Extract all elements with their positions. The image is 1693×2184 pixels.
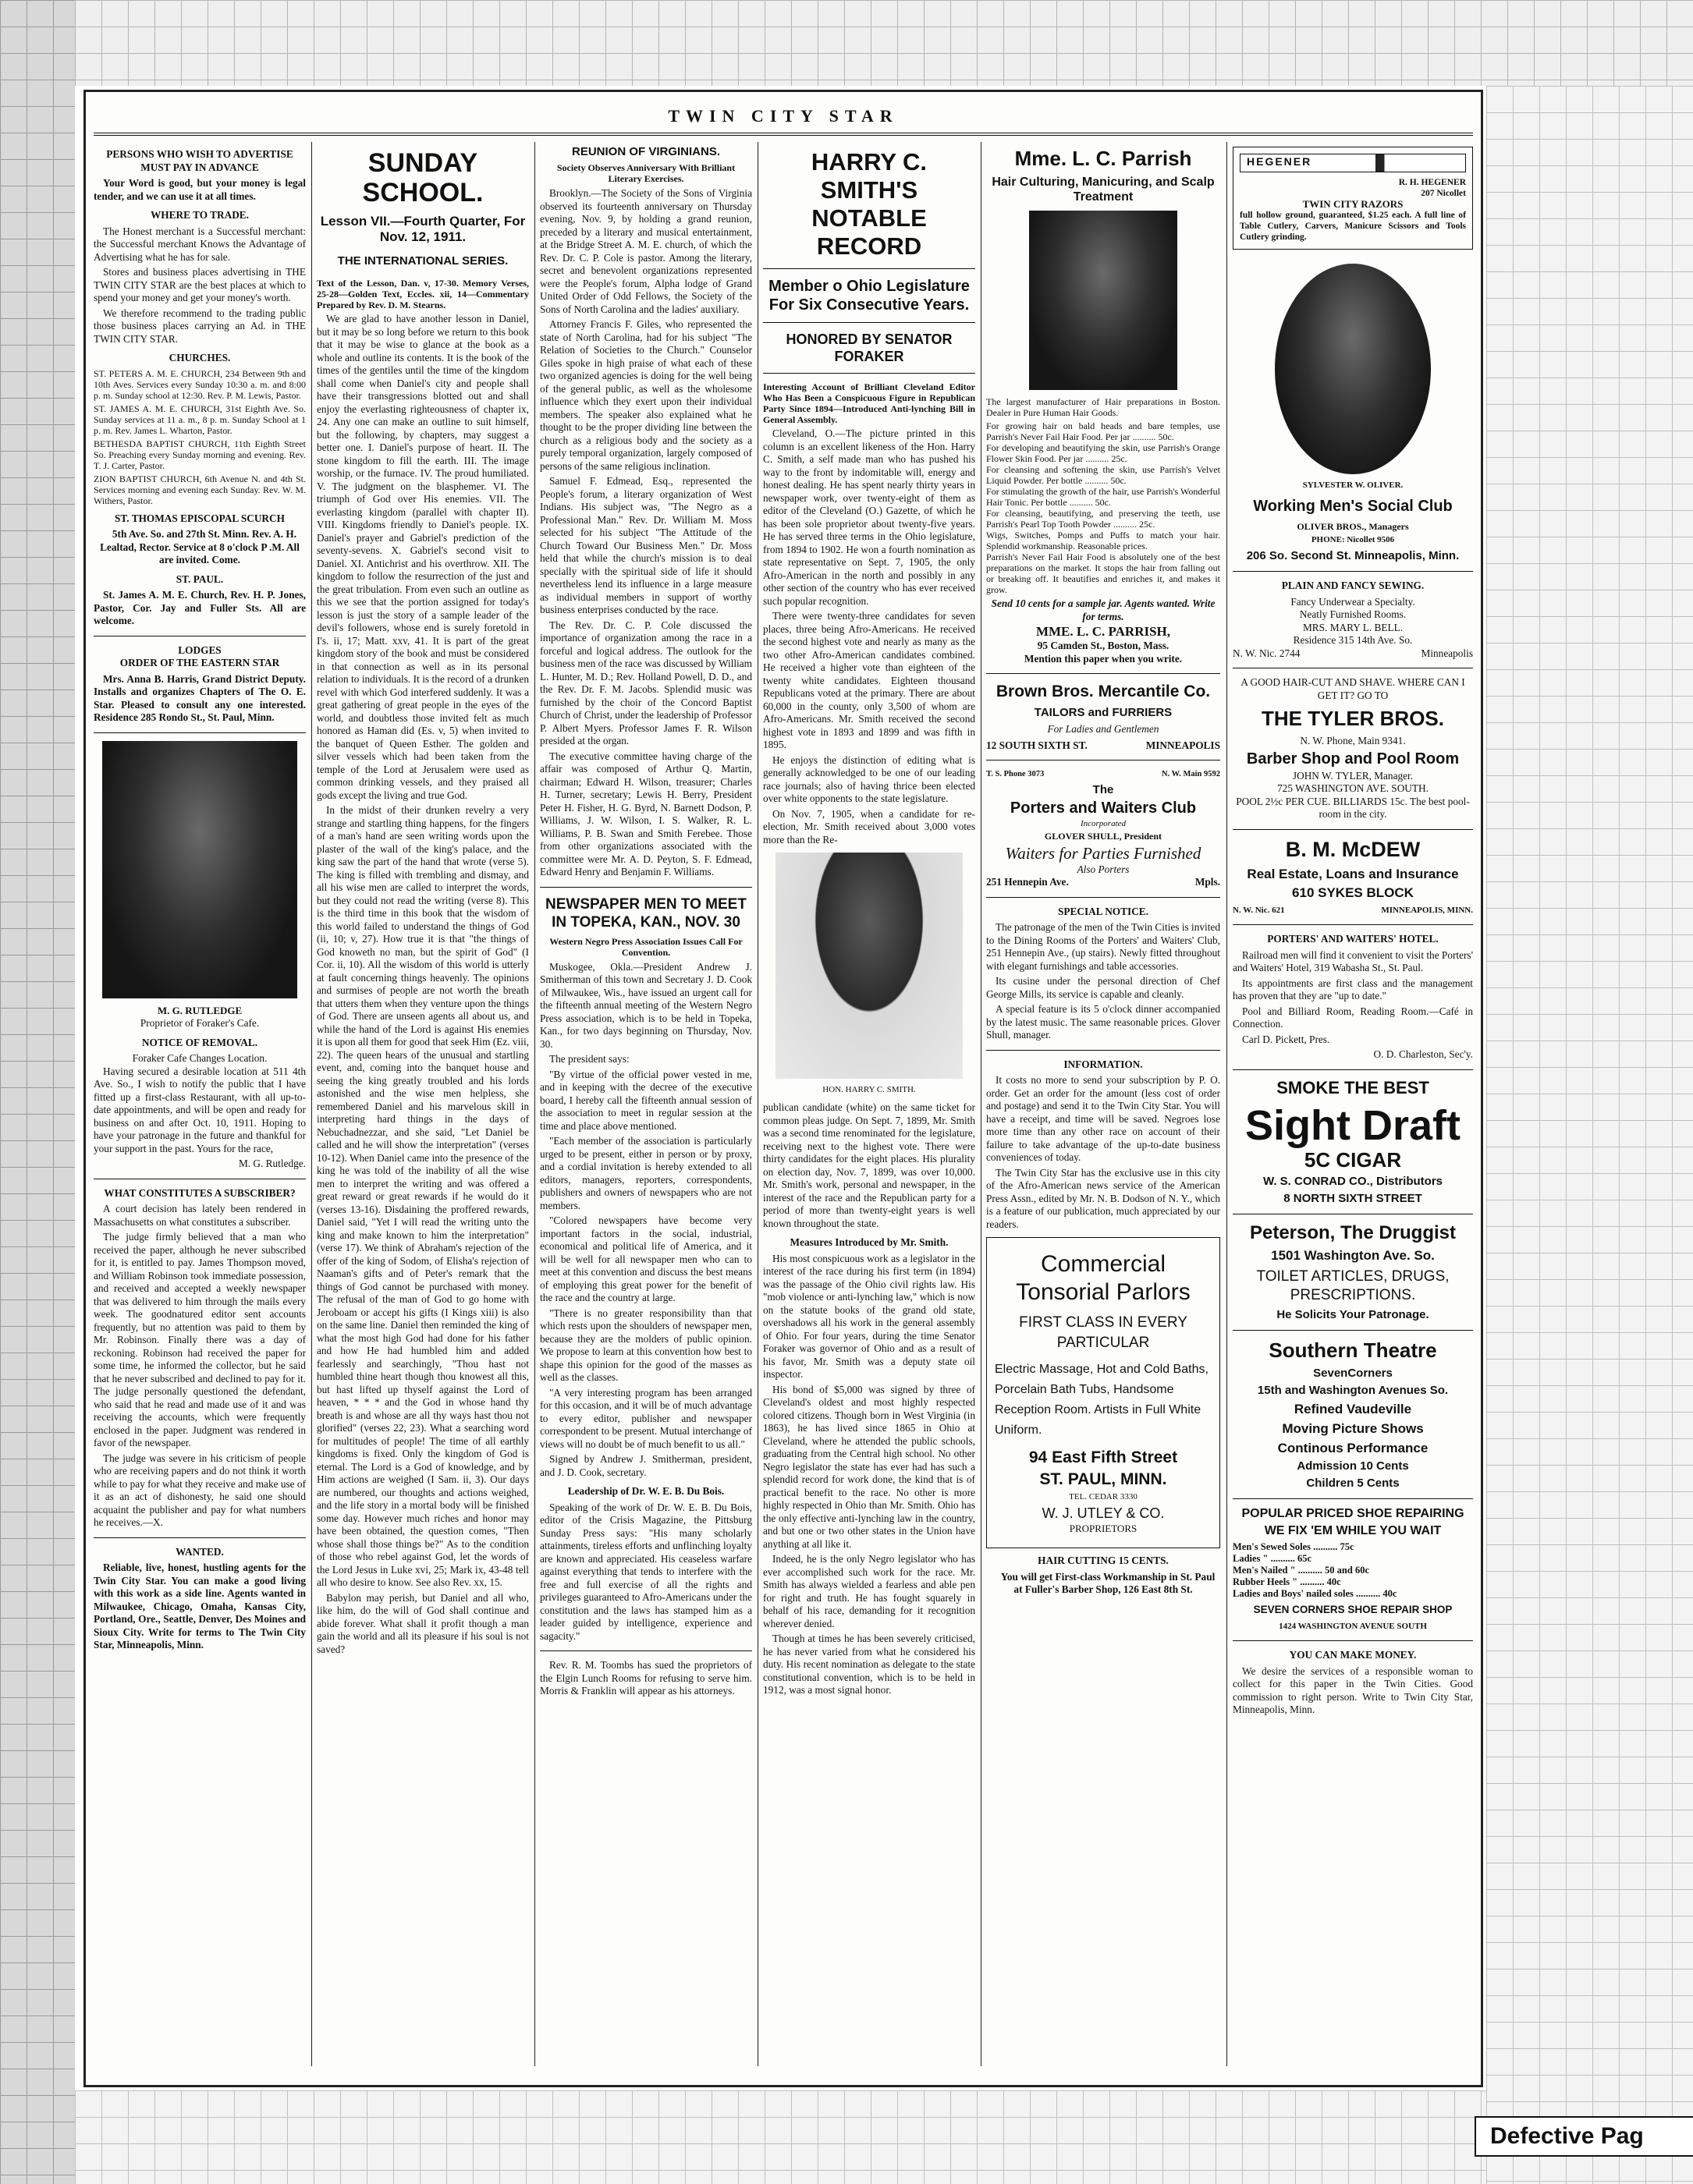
mcdew-phone: N. W. Nic. 621 <box>1233 905 1285 915</box>
theatre-address: 15th and Washington Avenues So. <box>1257 1383 1449 1397</box>
porters-phone: T. S. Phone 3073 <box>986 770 1045 778</box>
series-subhead: THE INTERNATIONAL SERIES. <box>337 254 509 268</box>
parrish-head: Mme. L. C. Parrish <box>1014 147 1192 170</box>
shoe-shop-name: SEVEN CORNERS SHOE REPAIR SHOP <box>1253 1603 1453 1615</box>
theatre-location: SevenCorners <box>1313 1366 1393 1380</box>
newspaper-page <box>86 92 1481 2085</box>
razor-name: R. H. HEGENER <box>1398 178 1466 187</box>
masthead-title: TWIN CITY STAR <box>668 106 899 126</box>
hotel-text: Its appointments are first class and the management has proven that they are "up to date." <box>1233 977 1473 1002</box>
column-4 <box>763 142 975 2066</box>
harry-smith-subhead: Member o Ohio Legislature For Six Consecutive Years. <box>768 278 970 314</box>
mcdew-address: 610 SYKES BLOCK <box>1292 885 1414 900</box>
hotel-text: O. D. Charleston, Sec'y. <box>1373 1048 1473 1060</box>
special-notice-head: SPECIAL NOTICE. <box>1057 905 1148 917</box>
divider <box>1233 1640 1473 1641</box>
subscriber-text: The judge firmly believed that a man who received the paper, although he never subscribed for it, is entitled to pay. James Thompson moved, and William Robinson took immediate possession, and received and accepted a weekly newspaper that was delivered to him through the mails every week. The goodnatured editor sent accounts frequently, but no attention was paid to them by Mr. Robinson. Finally there was a day of reckoning. Robinson had received the paper for some time, he informed the collector, but he said that he never subscribed and declined to pay for it. The judge personally questioned the defendant, who said that he read and made use of it and was receiving the accounts, which were frequently enclosed in the paper. Judgment was rendered in favor of the newspaper. <box>94 1231 306 1448</box>
parrish-item: Parrish's Never Fail Hair Food is absolutely one of the best preparations on the market. It stops the hair from falling out or breaking off. It beautifies and enriches it, and makes it grow. <box>986 551 1220 595</box>
harry-smith-paragraph: Though at times he has been severely criticised, he has never varied from what he considered his duty. His recent nomination as delegate to the state constitutional convention, which is to be held in 1912, was a most signal honor. <box>763 1633 975 1696</box>
virginians-paragraph: Attorney Francis F. Giles, who represented the state of North Carolina, had for his subject "The Relation of Societies to the Church." Counselor Giles spoke in high praise of what each of these two organized agencies is doing for the well being of the general public, as well as the wholesome influence which they exert upon their individual members. The speaker also explained what he thought to be the proper dividing line between the church as a religious body and the society as a purely temporal organization, largely composed of persons of the same religious inclination. <box>540 318 752 472</box>
newspaper-men-paragraph: "There is no greater responsibility than that which rests upon the shoulders of newspaper men, because they are the molders of public opinion. We propose to learn at this convention how best to shape this opinion for the good of the masses as well as the classes. <box>540 1306 752 1383</box>
tyler-address: 725 WASHINGTON AVE. SOUTH. <box>1277 782 1429 794</box>
sewing-city: Minneapolis <box>1421 647 1473 659</box>
divider <box>540 1650 752 1651</box>
porters-club-head: Porters and Waiters Club <box>1010 799 1197 817</box>
parrish-intro: The largest manufacturer of Hair preparations in Boston. Dealer in Pure Human Hair Goods. <box>986 396 1220 418</box>
virginians-paragraph: The executive committee having charge of the affair was composed of Arthur Q. Martin, chairman; Edward H. Wilson, treasurer; Charles H. Turner, secretary; Lewis H. Berry, President Peter H. Fisher, H. G. Byrd, N. Barnett Dodson, P. Williams, J. W. Wilson, I. S. Walker, R. L. Williams, P. B. Swan and Smith Ferebee. Those from other organizations associated with the committee were Mr. A. D. Peyton, S. F. Edmead, Edward Henry and Benjamin F. Williams. <box>540 750 752 878</box>
column-5 <box>986 142 1220 2066</box>
parrish-address: 95 Camden St., Boston, Mass. <box>1037 640 1169 651</box>
portrait-photo-parrish <box>1029 211 1177 390</box>
porters-city: Mpls. <box>1194 876 1220 888</box>
cigar-distributor: W. S. CONRAD CO., Distributors <box>1262 1174 1443 1188</box>
harry-smith-paragraph: Indeed, he is the only Negro legislator who has ever accomplished such work for the race. Mr. Smith has always wielded a fearless and able pen for right and truth. He has fought squarely in behalf of his race, demanding for it recognition wherever denied. <box>763 1553 975 1629</box>
hotel-text: Pool and Billiard Room, Reading Room.—Café in Connection. <box>1233 1005 1473 1030</box>
column-3 <box>540 142 752 2066</box>
photo-caption: SYLVESTER W. OLIVER. <box>1302 480 1404 490</box>
sunday-school-head: SUNDAY SCHOOL. <box>362 148 484 207</box>
virginians-paragraph: Samuel F. Edmead, Esq., represented the People's forum, a literary organization of West Indians. His subject was, "The Negro as a Professional Man." Rev. Dr. William M. Moss selected for his subject "The Attitude of the Church Toward Our Business Men." Dr. Moss held that while the church's mission is to deal specially with the spiritual side of life it should nevertheless lend its influence in a large measure as individual members in support of worthy business enterprises conducted by the race. <box>540 475 752 615</box>
tyler-subhead: Barber Shop and Pool Room <box>1246 750 1460 768</box>
newspaper-men-paragraph: "Each member of the association is particularly urged to be present, either in person or by proxy, and a cordial invitation is hereby extended to all editors, managers, reporters, correspondents, publishers and owners of newspapers who are not members. <box>540 1135 752 1211</box>
lesson-paragraph: In the midst of their drunken revelry a very strange and startling thing happens, for the fingers of a man's hand are seen writing words upon the plaster of the wall of the king's palace, and the king saw the part of the hand that wrote (verse 5). The king is filled with trembling and dismay, and all his wise men are called to interpret the words, but they could not read the writing (verse 8). This is the third time in this book that the wisdom of this world failed to understand the things of God (ii, 10; v, 27). How true it is that "the things of God knoweth no man, but the spirit of God" (I Cor. ii, 10). All the wisdom of this world is utterly at fault concerning things heavenly. The opinions and surmises of people are not worth the breath that utters them when they venture upon the things of God. There are unseen agents all about us, and while the hand of the Lord is against His enemies it is upon all them for good that seek Him (Ez. viii, 22). The queen hears of the unusual and startling event, and, coming into the banquet house and seeing the king greatly troubled and his lords astonished and the wise men helpless, she remembered Daniel and his marvelous skill in interpreting hard things in the days of Nebuchadnezzar, and she said, "Let Daniel be called and he will show the interpretation" (verses 10-12). When Daniel came into the presence of the king he was told of the inability of all the wise men to interpret the writing and was offered a great reward or great rewards if he would do it (verses 13-16). Disdaining the proffered rewards, Daniel said, "Yet I will read the writing unto the king and make known to him the interpretation" (verse 17). We think of Abraham's rejection of the offer of the king of Sodom, of Elisha's rejection of Naaman's gifts and of Peter's remark that the things of God cannot be purchased with money. The refusal of the man of God to go home with Jeroboam or accept his gifts (I Kings xiii) is also on the same line. Daniel then reminded the king of what the most high God had done for his father and how He had humbled him and added fearlessly and searchingly, "Thou hast not humbled thine heart though thou knowest all this, but hast lifted up thyself against the Lord of heaven, * * * and the God in whose hand thy breath is and whose are all thy ways hast thou not glorified" (verses 22, 23). What a searching word for multitudes of people! The time of all earthly kingdoms is fixed. Only the kingdom of God is eternal. The Lord is a God of knowledge, and by Him actions are weighed (I Sam. ii, 3). Our days are numbered, our thoughts and actions weighed, and the life story in a mortal body will be finished some day. However much riches and honor may have been obtained, the question comes, "Then whose shall those things be?" As to the condition of those who rebel against God, let the words of the Lord Jesus in Luke xvi, 25; Mark ix, 43-48 tell all who desire to know. See also Rev. xx, 15. <box>317 804 529 1588</box>
harry-smith-intro: Interesting Account of Brilliant Cleveland Editor Who Has Been a Conspicuous Figure in Republican Party Since 1894—Introduced Anti-lynching Bill in General Assembly. <box>763 381 975 425</box>
virginians-paragraph: The Rev. Dr. C. P. Cole discussed the importance of organization among the race in a forceful and logical address. The outlook for the business men of the race was discussed by William L. Hunter, M. D.; Rev. Holland Powell, D. D., and the Rev. Dr. F. M. Jacobs. Splendid music was furnished by the choir of the Concord Baptist Church of Christ, under the leadership of Professor P. Albert Myers. Professor James F. R. Wilson presided at the organ. <box>540 619 752 746</box>
shoe-repair-subhead: WE FIX 'EM WHILE YOU WAIT <box>1264 1523 1442 1537</box>
removal-body: Having secured a desirable location at 511 4th Ave. So., I wish to notify the public that I have fitted up a first-class Restaurant, with all up-to-date appointments, and will be open and ready for business on and after Oct. 10, 1911. Hoping to have your patronage in the future and thankful for your support in the past. Yours for the race, <box>94 1065 306 1154</box>
column-rule <box>1226 142 1227 2066</box>
column-1 <box>94 142 306 2066</box>
divider <box>94 1537 306 1538</box>
masthead-rule <box>94 133 1473 136</box>
sewing-phone: N. W. Nic. 2744 <box>1233 647 1301 659</box>
tonsorial-parlors-ad <box>986 1237 1220 1548</box>
tonsorial-address: 94 East Fifth Street <box>1028 1448 1178 1466</box>
du-bois-paragraph: Speaking of the work of Dr. W. E. B. Du Bois, editor of the Crisis Magazine, the Pittsburg Sunday Press says: "His many scholarly attainments, tireless efforts and unflinching loyalty are known and appreciated. His ceaseless warfare against everything that tends to interfere with the free and full exercise of all the rights and privileges guaranteed to Afro-Americans under the constitution and the laws has stamped him as a leader guided by intelligence, experience and sagacity." <box>540 1501 752 1642</box>
microfilm-margin-bottom <box>75 2090 1486 2184</box>
cigar-brand: Sight Draft <box>1245 1101 1461 1149</box>
divider <box>1233 924 1473 925</box>
photo-caption: M. G. RUTLEDGE <box>157 1004 243 1016</box>
haircut-body: You will get First-class Workmanship in St. Paul at Fuller's Barber Shop, 126 East 8th St. <box>1000 1570 1216 1595</box>
tonsorial-head: Commercial Tonsorial Parlors <box>1016 1251 1191 1305</box>
where-to-trade-text: Stores and business places advertising in THE TWIN CITY STAR are the best places at which to spend your money and get your money's worth. <box>94 266 306 303</box>
divider <box>986 673 1220 674</box>
tyler-pool: POOL 2½c PER CUE. BILLIARDS 15c. The best pool-room in the city. <box>1236 795 1470 820</box>
harry-smith-paragraph: His most conspicuous work as a legislator in the interest of the race during his first term (in 1894) was the passage of the Ohio civil rights law. His "mob violence or anti-lynching law," which is now on the statute books of the grand old state, overshadows all his work in the general assembly of Ohio. For four years, during the time Senator Foraker was governor of Ohio and as a result of his favor, Mr. Smith was a deputy state oil inspector. <box>763 1252 975 1380</box>
parrish-item: For cleansing, beautifying, and preserving the teeth, use Parrish's Pearl Top Tooth Powder .......... 25c. <box>986 508 1220 530</box>
lodges-head: LODGES <box>178 644 222 656</box>
advertise-notice-head: PERSONS WHO WISH TO ADVERTISE MUST PAY IN ADVANCE <box>106 148 293 173</box>
sewing-head: PLAIN AND FANCY SEWING. <box>1281 580 1425 591</box>
porters-tagline: Waiters for Parties Furnished <box>1005 843 1201 863</box>
shoe-price-item: Men's Nailed " .......... 50 and 60c <box>1233 1564 1369 1576</box>
special-notice-text: Its cusine under the personal direction of Chef George Mills, its service is capable and cleanly. <box>986 975 1220 1000</box>
virginians-head: REUNION OF VIRGINIANS. <box>571 145 720 158</box>
measures-head: Measures Introduced by Mr. Smith. <box>790 1236 949 1248</box>
church-listing: ZION BAPTIST CHURCH, 6th Avenue N. and 4th St. Services morning and evening each Sunday. Rev. W. M. Withers, Pastor. <box>94 473 306 506</box>
removal-head: NOTICE OF REMOVAL. <box>141 1036 258 1048</box>
special-notice-text: A special feature is its 5 o'clock dinner accompanied by the latest music. The same reasonable prices. Glover Shull, manager. <box>986 1003 1220 1041</box>
sewing-residence: Residence 315 14th Ave. So. <box>1293 634 1413 646</box>
information-head: INFORMATION. <box>1063 1058 1143 1070</box>
brown-bros-subhead-2: For Ladies and Gentlemen <box>1047 723 1159 735</box>
defective-page-label: Defective Pag <box>1475 2116 1693 2157</box>
newspaper-men-paragraph: The president says: <box>549 1053 630 1065</box>
razor-icon <box>1240 154 1466 172</box>
tyler-bros-head: THE TYLER BROS. <box>1261 707 1444 730</box>
virginians-subhead: Society Observes Anniversary With Brilliant Literary Exercises. <box>556 162 736 184</box>
mcdew-subhead: Real Estate, Loans and Insurance <box>1247 866 1459 881</box>
portrait-photo-harry-smith <box>776 853 963 1079</box>
harry-smith-paragraph: There were twenty-three candidates for seven places, three being Afro-Americans. He received the second highest vote and nearly as many as the two other Afro-American candidates combined. He received a higher vote than eighteen of the twenty white candidates. Eighteen thousand Republicans voted at the primary. There are about 60,000 in the county, only 3,500 of whom are Afro-Americans. Mr. Smith received the second highest vote in 1893 and 1899 and was fifth in 1895. <box>763 610 975 750</box>
social-club-managers: OLIVER BROS., Managers <box>1297 521 1409 532</box>
sewing-name: MRS. MARY L. BELL. <box>1302 621 1404 633</box>
divider <box>986 897 1220 898</box>
razor-title: TWIN CITY RAZORS <box>1302 198 1404 210</box>
social-club-address: 206 So. Second St. Minneapolis, Minn. <box>1246 549 1460 562</box>
newspaper-men-paragraph: Muskogee, Okla.—President Andrew J. Smitherman of this town and Secretary J. D. Cook of Milwaukee, Wis., have issued an urgent call for the fifteenth annual meeting of the Western Negro Press association, which is to be held in Topeka, Kan., for two days beginning on Thursday, Nov. 30. <box>540 960 752 1050</box>
brown-bros-city: MINNEAPOLIS <box>1145 739 1220 751</box>
cigar-brand-wrap <box>1233 1103 1473 1148</box>
porters-also: Also Porters <box>1077 863 1130 875</box>
divider <box>1233 1498 1473 1499</box>
newspaper-men-head: NEWSPAPER MEN TO MEET IN TOPEKA, KAN., NOV. 30 <box>545 895 747 931</box>
harry-smith-paragraph: He enjoys the distinction of editing what is generally acknowledged to be one of our leading race journals; also of having thrice been elected over white opponents to the state legislature. <box>763 753 975 804</box>
column-6 <box>1233 142 1473 2066</box>
foraker-subhead: HONORED BY SENATOR FORAKER <box>786 332 953 364</box>
divider <box>1233 1330 1473 1331</box>
peterson-subhead: TOILET ARTICLES, DRUGS, PRESCRIPTIONS. <box>1256 1268 1450 1303</box>
shoe-price-item: Ladies and Boys' nailed soles .......... 40c <box>1233 1587 1397 1599</box>
newspaper-men-paragraph: "By virtue of the official power vested in me, and in keeping with the decree of the executive board, I hereby call the fifteenth annual session of the association to meet in regular session at the time and place above mentioned. <box>540 1068 752 1132</box>
divider <box>540 887 752 888</box>
toombs-paragraph: Rev. R. M. Toombs has sued the proprietors of the Elgin Lunch Rooms for refusing to serve him. Morris & Franklin will appear as his attorneys. <box>540 1659 752 1696</box>
microfilm-margin-top <box>75 0 1693 86</box>
theatre-line: Children 5 Cents <box>1306 1476 1400 1490</box>
divider <box>94 732 306 733</box>
wanted-head: WANTED. <box>176 1545 224 1558</box>
special-notice-text: The patronage of the men of the Twin Cities is invited to the Dining Rooms of the Porters' and Waiters' Club, 251 Hennepin Ave., (up stairs). Newly fitted throughout with elegant furnishings and table accessories. <box>986 921 1220 972</box>
theatre-line: Continous Performance <box>1277 1440 1429 1455</box>
cigar-address: 8 NORTH SIXTH STREET <box>1283 1191 1422 1205</box>
column-rule <box>311 142 312 2066</box>
sewing-text: Fancy Underwear a Specialty. <box>1290 595 1415 608</box>
social-club-phone: PHONE: Nicollet 9506 <box>1311 534 1395 544</box>
tonsorial-phone: TEL. CEDAR 3330 <box>1069 1492 1138 1502</box>
lesson-text-line: Text of the Lesson, Dan. v, 17-30. Memory Verses, 25-28—Golden Text, Eccles. xii, 14—Commentary Prepared by Rev. D. M. Stearns. <box>317 278 529 310</box>
theatre-line: Admission 10 Cents <box>1297 1459 1409 1473</box>
parrish-send: Send 10 cents for a sample jar. Agents wanted. Write for terms. <box>991 597 1216 622</box>
parrish-item: For stimulating the growth of the hair, use Parrish's Wonderful Hair Tonic. Per bottle .......... 50c. <box>986 486 1220 508</box>
du-bois-head: Leadership of Dr. W. E. B. Du Bois. <box>567 1485 725 1497</box>
subscriber-text: The judge was severe in his criticism of people who are receiving papers and do not think it worth while to pay for what they receive and make use of it as an act of dishonesty, he said one should acquaint the publisher and pay for what numbers he receives.—X. <box>94 1452 306 1528</box>
shoe-price-list <box>1233 1541 1473 1600</box>
tonsorial-services: Electric Massage, Hot and Cold Baths, Porcelain Bath Tubs, Handsome Reception Room. Artists in Full White Uniform. <box>995 1363 1209 1437</box>
cigar-price: 5C CIGAR <box>1304 1147 1402 1172</box>
hotel-text: Railroad men will find it convenient to visit the Porters' and Waiters' Hotel, 319 Wabasha St., St. Paul. <box>1233 948 1473 973</box>
shoe-price-item: Men's Sewed Soles .......... 75c <box>1233 1540 1354 1552</box>
newspaper-men-paragraph: "A very interesting program has been arranged for this occasion, and it will be of much advantage to every editor, publisher and newspaper correspondent to be present. Mutual interchange of views will no doubt be of much benefit to us all." <box>540 1386 752 1450</box>
shoe-repair-head: POPULAR PRICED SHOE REPAIRING <box>1241 1506 1464 1520</box>
razor-brand: HEGENER <box>1247 155 1312 168</box>
advertise-notice-body: Your Word is good, but your money is legal tender, and we can use it at all times. <box>94 177 306 202</box>
portrait-photo-rutledge <box>102 741 297 998</box>
virginians-paragraph: Brooklyn.—The Society of the Sons of Virginia observed its fourteenth anniversary on Thursday evening, Nov. 9, by holding a grand reunion, preceded by a literary and musical entertainment, at the Bridge Street A. M. E. church, of which the Rev. Dr. C. P. Cole is pastor. Among the literary, secret and benevolent organizations represented were the People's forum, Alpha lodge of Grand United Order of Odd Fellows, the Society of the Sons of North Carolina and the ladies' auxiliary. <box>540 187 752 315</box>
razor-body: full hollow ground, guaranteed, $1.25 each. A full line of Table Cutlery, Carvers, Manicure Scissors and Tools Cutlery grinding. <box>1240 211 1466 242</box>
theatre-line: Refined Vaudeville <box>1294 1401 1412 1416</box>
hotel-head: PORTERS' AND WAITERS' HOTEL. <box>1267 933 1439 945</box>
where-to-trade-text: We therefore recommend to the trading public those business places carrying an Ad. in THE TWIN CITY STAR. <box>94 307 306 345</box>
divider <box>763 268 975 269</box>
make-money-head: YOU CAN MAKE MONEY. <box>1289 1649 1417 1661</box>
removal-subhead: Foraker Cafe Changes Location. <box>132 1052 268 1064</box>
porters-incorporated: Incorporated <box>1080 818 1127 828</box>
theatre-head: Southern Theatre <box>1269 1338 1437 1362</box>
shoe-price-item: Ladies " .......... 65c <box>1233 1552 1312 1564</box>
porters-address-row <box>986 876 1220 889</box>
newspaper-men-paragraph: Signed by Andrew J. Smitherman, president, and J. D. Cook, secretary. <box>540 1453 752 1478</box>
divider <box>986 1050 1220 1051</box>
lodges-body: Mrs. Anna B. Harris, Grand District Deputy. Installs and organizes Chapters of The O. E. Star. Pleased to consult any one interested. Residence 285 Rondo St., St. Paul, Minn. <box>94 672 306 723</box>
column-2 <box>317 142 529 2066</box>
haircut-head: HAIR CUTTING 15 CENTS. <box>1038 1555 1169 1566</box>
parrish-item: Wigs, Switches, Pomps and Puffs to match your hair. Splendid workmanship. Reasonable prices. <box>986 530 1220 551</box>
subscriber-text: A court decision has lately been rendered in Massachusetts on what constitutes a subscriber. <box>94 1203 306 1228</box>
mcdew-head: B. M. McDEW <box>1285 837 1421 861</box>
make-money-text: We desire the services of a responsible woman to collect for this paper in the Twin Cities. Good commission to right person. Write to Twin City Star, Minneapolis, Minn. <box>1233 1665 1473 1715</box>
divider <box>763 373 975 374</box>
st-paul-body: St. James A. M. E. Church, Rev. H. P. Jones, Pastor, Cor. Jay and Fuller Sts. All are welcome. <box>94 589 306 626</box>
subscriber-head: WHAT CONSTITUTES A SUBSCRIBER? <box>104 1186 296 1199</box>
shoe-shop-address: 1424 WASHINGTON AVENUE SOUTH <box>1279 1621 1427 1631</box>
mcdew-phone-row <box>1233 904 1473 917</box>
brown-bros-address-row <box>986 739 1220 753</box>
tonsorial-proprietors: PROPRIETORS <box>1069 1522 1138 1534</box>
newspaper-men-paragraph: "Colored newspapers have become very important factors in the social, industrial, economical and political life of America, and it will be well for all newspaper men who can to meet at this convention and discuss the best means of employing this great power for the benefit of the race and the country at large. <box>540 1214 752 1303</box>
wanted-body: Reliable, live, honest, hustling agents for the Twin City Star. You can make a good living with this work as a side line. Agents wanted in Milwaukee, Chicago, Omaha, Kansas City, Portland, Ore., Seattle, Denver, Des Moines and Sioux City. Write for terms to The Twin City Star, Minneapolis, Minn. <box>94 1562 306 1650</box>
brown-bros-address: 12 SOUTH SIXTH ST. <box>986 739 1088 751</box>
harry-smith-paragraph: publican candidate (white) on the same ticket for common pleas judge. On Sept. 7, 1899, Mr. Smith was a second time renominated for the legislature, receiving next to the highest vote. There were thirty candidates for the eight places. His plurality on election day, Nov. 7, 1899, was over 10,000. Mr. Smith's work, personal and newspaper, in the interest of the race and the Republican party for a period of more than twenty-eight years is well known throughout the state. <box>763 1101 975 1229</box>
harry-smith-head: HARRY C. SMITH'S NOTABLE RECORD <box>811 148 928 260</box>
information-text: The Twin City Star has the exclusive use in this city of the Afro-American news service of the American Press Assn., edited by Mr. N. B. Dodson of N. Y., which is a feature of our publication, much appreciated by our readers. <box>986 1166 1220 1230</box>
harry-smith-paragraph: Cleveland, O.—The picture printed in this column is an excellent likeness of the Hon. Harry C. Smith, a self made man who has pushed his way to the front by indomitable will, energy and honest dealing. He has spent nearly thirty years in newspaper work, over twenty-eight of them as editor of the Cleveland (O.) Gazette, of which he has been sole proprietor about twenty-five years. He has served three terms in the Ohio legislature, from 1894 to 1902. He won a fourth nomination as state representative on Sept. 7, 1905, the only Afro-American in the north and possibly in any other section of the country who has ever received such popular recognition. <box>763 427 975 607</box>
sewing-phone-row <box>1233 647 1473 661</box>
hegener-razor-ad <box>1233 147 1473 250</box>
st-paul-head: ST. PAUL. <box>176 573 224 585</box>
where-to-trade-text: The Honest merchant is a Successful merchant: the Successful merchant Knows the Advantage of Advertising what he has for sale. <box>94 225 306 263</box>
parrish-subhead: Hair Culturing, Manicuring, and Scalp Treatment <box>992 176 1215 204</box>
sewing-text: Neatly Furnished Rooms. <box>1299 608 1407 620</box>
episcopal-body: 5th Ave. So. and 27th St. Minn. Rev. A. H. Lealtad, Rector. Service at 8 o'clock P .M. All are invited. Come. <box>100 528 300 566</box>
information-text: It costs no more to send your subscription by P. O. order. Get an order for the amount (less cost of order and postage) and send it to the Twin City Star. You will have a receipt, and time will be saved. Negroes lose more time than any other race on account of their failure to take advantage of the up-to-date business conveniences of today. <box>986 1074 1220 1163</box>
newspaper-men-subhead: Western Negro Press Association Issues Call For Convention. <box>549 935 743 958</box>
tyler-phone: N. W. Phone, Main 9341. <box>1300 735 1406 746</box>
divider <box>763 322 975 323</box>
tonsorial-city: ST. PAUL, MINN. <box>1039 1470 1167 1488</box>
microfilm-margin-right <box>1486 86 1693 2184</box>
cigar-top: SMOKE THE BEST <box>1276 1077 1429 1097</box>
divider <box>1233 829 1473 830</box>
tyler-manager: JOHN W. TYLER, Manager. <box>1292 769 1414 782</box>
tonsorial-first-class: FIRST CLASS IN EVERY PARTICULAR <box>1019 1314 1187 1351</box>
harry-smith-paragraph: On Nov. 7, 1905, when a candidate for re-election, Mr. Smith received about 3,000 votes more than the Re- <box>763 807 975 846</box>
church-listing: BETHESDA BAPTIST CHURCH, 11th Eighth Street So. Preaching every Sunday morning and evening. Rev. T. J. Carter, Pastor. <box>94 438 306 471</box>
portrait-photo-oliver <box>1275 264 1431 474</box>
where-to-trade-head: WHERE TO TRADE. <box>151 209 249 221</box>
church-listing: ST. PETERS A. M. E. CHURCH, 234 Between 9th and 10th Aves. Services every Sunday 10:30 a. m. and 8:00 p. m. Sunday school at 12:30. Rev. P. M. Lewis, Pastor. <box>94 367 306 401</box>
shoe-price-item: Rubber Heels " .......... 40c <box>1233 1576 1341 1587</box>
hotel-text: Carl D. Pickett, Pres. <box>1242 1033 1330 1045</box>
parrish-name: MME. L. C. PARRISH, <box>1035 624 1171 639</box>
porters-phone-row <box>986 768 1220 782</box>
parrish-item: For growing hair on bald heads and bare temples, use Parrish's Never Fail Hair Food. Per jar .......... 50c. <box>986 420 1220 442</box>
porters-phone: N. W. Main 9592 <box>1162 770 1220 778</box>
lesson-paragraph: Babylon may perish, but Daniel and all who, like him, do the will of God shall continue and abide forever. What shall it profit though a man gain the world and all its pleasure if his soul is not saved? <box>317 1591 529 1655</box>
porters-the: The <box>1092 782 1114 796</box>
social-club-head: Working Men's Social Club <box>1253 498 1453 515</box>
column-rule <box>534 142 535 2066</box>
brown-bros-subhead: TAILORS and FURRIERS <box>1034 706 1173 719</box>
lodges-subhead: ORDER OF THE EASTERN STAR <box>119 657 280 668</box>
theatre-line: Moving Picture Shows <box>1282 1420 1424 1436</box>
porters-president: GLOVER SHULL, President <box>1044 831 1162 842</box>
parrish-mention: Mention this paper when you write. <box>1024 652 1183 665</box>
divider <box>1233 1069 1473 1070</box>
divider <box>1233 571 1473 572</box>
episcopal-head: ST. THOMAS EPISCOPAL SCURCH <box>115 512 285 524</box>
peterson-address: 1501 Washington Ave. So. <box>1271 1247 1435 1263</box>
tonsorial-owner: W. J. UTLEY & CO. <box>1042 1505 1165 1521</box>
peterson-head: Peterson, The Druggist <box>1249 1221 1457 1243</box>
lesson-subhead: Lesson VII.—Fourth Quarter, For Nov. 12, 1911. <box>320 214 526 244</box>
lesson-paragraph: We are glad to have another lesson in Daniel, but it may be so long before we return to this book that it may be wise to glance at the book as a whole and outline its contents. It is the book of the times of the gentiles until the time of the kingdom shall come when Daniel's city and people shall have their transgressions blotted out and shall enjoy the everlasting righteousness of chapter ix, 24. Any one can make an outline to suit himself, but the following, by chapters, may suggest a better one. I. Daniel's purpose of heart. II. The stone kingdom to fill the earth. III. The image worship, or the furnace. IV. The proud humiliated. V. The judgment on the blasphemer. VI. The triumph of God over His enemies. VII. The everlasting kingdom (parallel with chapter II). VIII. Kingdoms friendly to Daniel's people. IX. Daniel's prayer and Gabriel's prediction of the seventy-sevens. X. Gabriel's second visit to Daniel. XI. Antichrist and his overthrow. XII. The kingdom to follow the resurrection of the just and the great tribulation. From even such an outline as this we see that the portion assigned for today's lesson is just the story of a sample leader of the devil's followers, whose end is surely foretold in I's. ii, 17; Matt. xxv, 41. It is part of the great kingdom story of the book and must be considered in that connection as well as in its personal relation to individuals. It is the record of a drunken revel with which God interfered suddenly. It was a great gathering of great people in the eyes of the world, and doubtless those invited felt as much honored as Haman did (Es. v, 5) when invited to the banquet of Queen Esther. The golden and silver vessels which had been taken from the temple of the Lord at Jerusalem were used as common drinking vessels, and they praised all gods except the living and true God. <box>317 313 529 801</box>
photo-subcaption: Proprietor of Foraker's Cafe. <box>140 1017 260 1029</box>
mcdew-city: MINNEAPOLIS, MINN. <box>1381 905 1473 915</box>
brown-bros-head: Brown Bros. Mercantile Co. <box>996 682 1211 700</box>
parrish-item: For developing and beautifying the skin, use Parrish's Orange Flower Skin Food. Per jar .......... 25c. <box>986 442 1220 464</box>
microfilm-margin-left <box>0 0 75 2184</box>
removal-signature: M. G. Rutledge. <box>238 1158 306 1169</box>
church-listing: ST. JAMES A. M. E. CHURCH, 31st Eighth Ave. So. Sunday services at 11 a. m., 8 p. m. Sunday School at 1 p. m. Rev. James L. Wharton, Pastor. <box>94 402 306 436</box>
peterson-tagline: He Solicits Your Patronage. <box>1276 1307 1429 1321</box>
parrish-item: For cleansing and softening the skin, use Parrish's Velvet Liquid Powder. Per bottle .......... 50c. <box>986 464 1220 486</box>
porters-address: 251 Hennepin Ave. <box>986 876 1069 888</box>
harry-smith-paragraph: His bond of $5,000 was signed by three of Cleveland's oldest and most highly respected colored citizens. Though born in West Virginia (in 1863), he has lived since 1865 in Ohio at Cleveland, where he attended the public schools, graduating from the Central high school. No other Negro legislator the state has ever had has such a splendid record for work done, the kind that is of practical benefit to the race. No other is more highly respected in Ohio than Mr. Smith. Ohio has the only effective anti-lynching law in the country, and but one or two other states in the Union have anything at all like it. <box>763 1383 975 1550</box>
razor-address: 207 Nicollet <box>1421 189 1466 198</box>
photo-caption: HON. HARRY C. SMITH. <box>822 1085 916 1094</box>
churches-head: CHURCHES. <box>169 352 231 363</box>
tyler-question: A GOOD HAIR-CUT AND SHAVE. WHERE CAN I GET IT? GO TO <box>1240 676 1465 701</box>
